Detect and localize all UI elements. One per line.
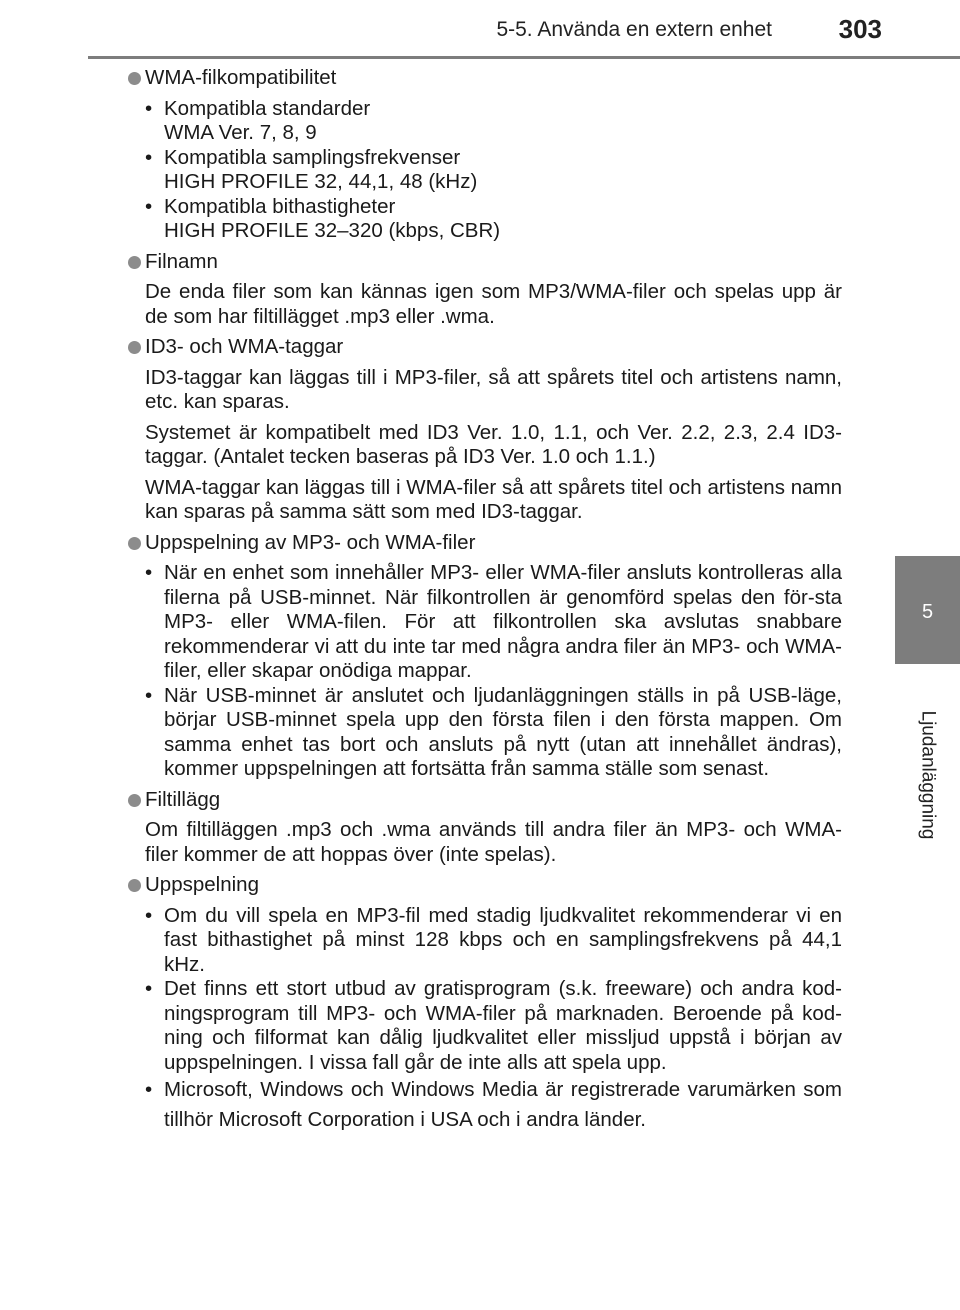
chapter-number: 5 — [921, 601, 934, 623]
section-heading-id3: ID3- och WMA-taggar — [128, 335, 842, 360]
list-item: • Kompatibla samplingsfrekvenser HIGH PROFILE 32, 44,1, 48 (kHz) — [145, 146, 842, 195]
header-rule — [88, 56, 960, 59]
section-heading-wma: WMA-filkompatibilitet — [128, 66, 842, 91]
list-item: • När en enhet som innehåller MP3- eller WMA-filer ansluts kontrolleras alla filerna på USB-minnet. När filkontrollen är genomförd spelas den för-sta MP3- eller WMA-filen. För att filkontrollen ska avslutas snabbare rekommenderar vi att du inte tar med några andra filer än MP3- och WMA-filer, eller skapar onödiga mappar. — [145, 561, 842, 684]
bullet-circle-icon — [128, 72, 141, 85]
bullet-circle-icon — [128, 794, 141, 807]
paragraph: WMA-taggar kan läggas till i WMA-filer så att spårets titel och artistens namn kan sparas på samma sätt som med ID3-taggar. — [145, 475, 842, 523]
list-item: • Microsoft, Windows och Windows Media är registrerade varumärken som tillhör Microsoft Corporation i USA och i andra länder. — [145, 1075, 842, 1135]
paragraph: Systemet är kompatibelt med ID3 Ver. 1.0, 1.1, och Ver. 2.2, 2.3, 2.4 ID3-taggar. (Antalet tecken baseras på ID3 Ver. 1.0 och 1.1.) — [145, 420, 842, 468]
chapter-title: Ljudanläggning — [917, 710, 939, 840]
uppspelning-list — [145, 904, 842, 1136]
list-item: • Det finns ett stort utbud av gratisprogram (s.k. freeware) och andra kod-ningsprogram till MP3- och WMA-filer på marknaden. Beroende på kod-ning och filformat kan dålig ljudkvalitet eller missljud uppstå i början av uppspelningen. I vissa fall går de inte alls att spela upp. — [145, 977, 842, 1075]
list-item: • När USB-minnet är anslutet och ljudanläggningen ställs in på USB-läge, börjar USB-minnet spela upp den första filen i den första mappen. Om samma enhet tas bort och ansluts på nytt (utan att innehållet ändras), kommer uppspelningen att fortsätta från samma ställe som senast. — [145, 684, 842, 782]
list-item: • Om du vill spela en MP3-fil med stadig ljudkvalitet rekommenderar vi en fast bithastighet på minst 128 kbps och en samplingsfrekvens på 44,1 kHz. — [145, 904, 842, 978]
list-item: • Kompatibla bithastigheter HIGH PROFILE 32–320 (kbps, CBR) — [145, 195, 842, 244]
bullet-circle-icon — [128, 341, 141, 354]
section-heading-filtillagg: Filtillägg — [128, 788, 842, 813]
bullet-circle-icon — [128, 879, 141, 892]
section-heading-uppspelning: Uppspelning — [128, 873, 842, 898]
page-number: 303 — [838, 14, 882, 44]
paragraph: De enda filer som kan kännas igen som MP3/WMA-filer och spelas upp är de som har filtillägget .mp3 eller .wma. — [145, 280, 842, 328]
bullet-circle-icon — [128, 537, 141, 550]
section-title: 5-5. Använda en extern enhet — [496, 18, 772, 41]
section-heading-filnamn: Filnamn — [128, 250, 842, 275]
uppspelning-mp3-list — [145, 561, 842, 782]
list-item: • Kompatibla standarder WMA Ver. 7, 8, 9 — [145, 97, 842, 146]
wma-list — [145, 97, 842, 244]
paragraph: Om filtilläggen .mp3 och .wma används till andra filer än MP3- och WMA-filer kommer de att hoppas över (inte spelas). — [145, 818, 842, 866]
page-content — [128, 66, 842, 1135]
section-heading-uppspelning-mp3: Uppspelning av MP3- och WMA-filer — [128, 531, 842, 556]
bullet-circle-icon — [128, 256, 141, 269]
paragraph: ID3-taggar kan läggas till i MP3-filer, så att spårets titel och artistens namn, etc. kan sparas. — [145, 365, 842, 413]
